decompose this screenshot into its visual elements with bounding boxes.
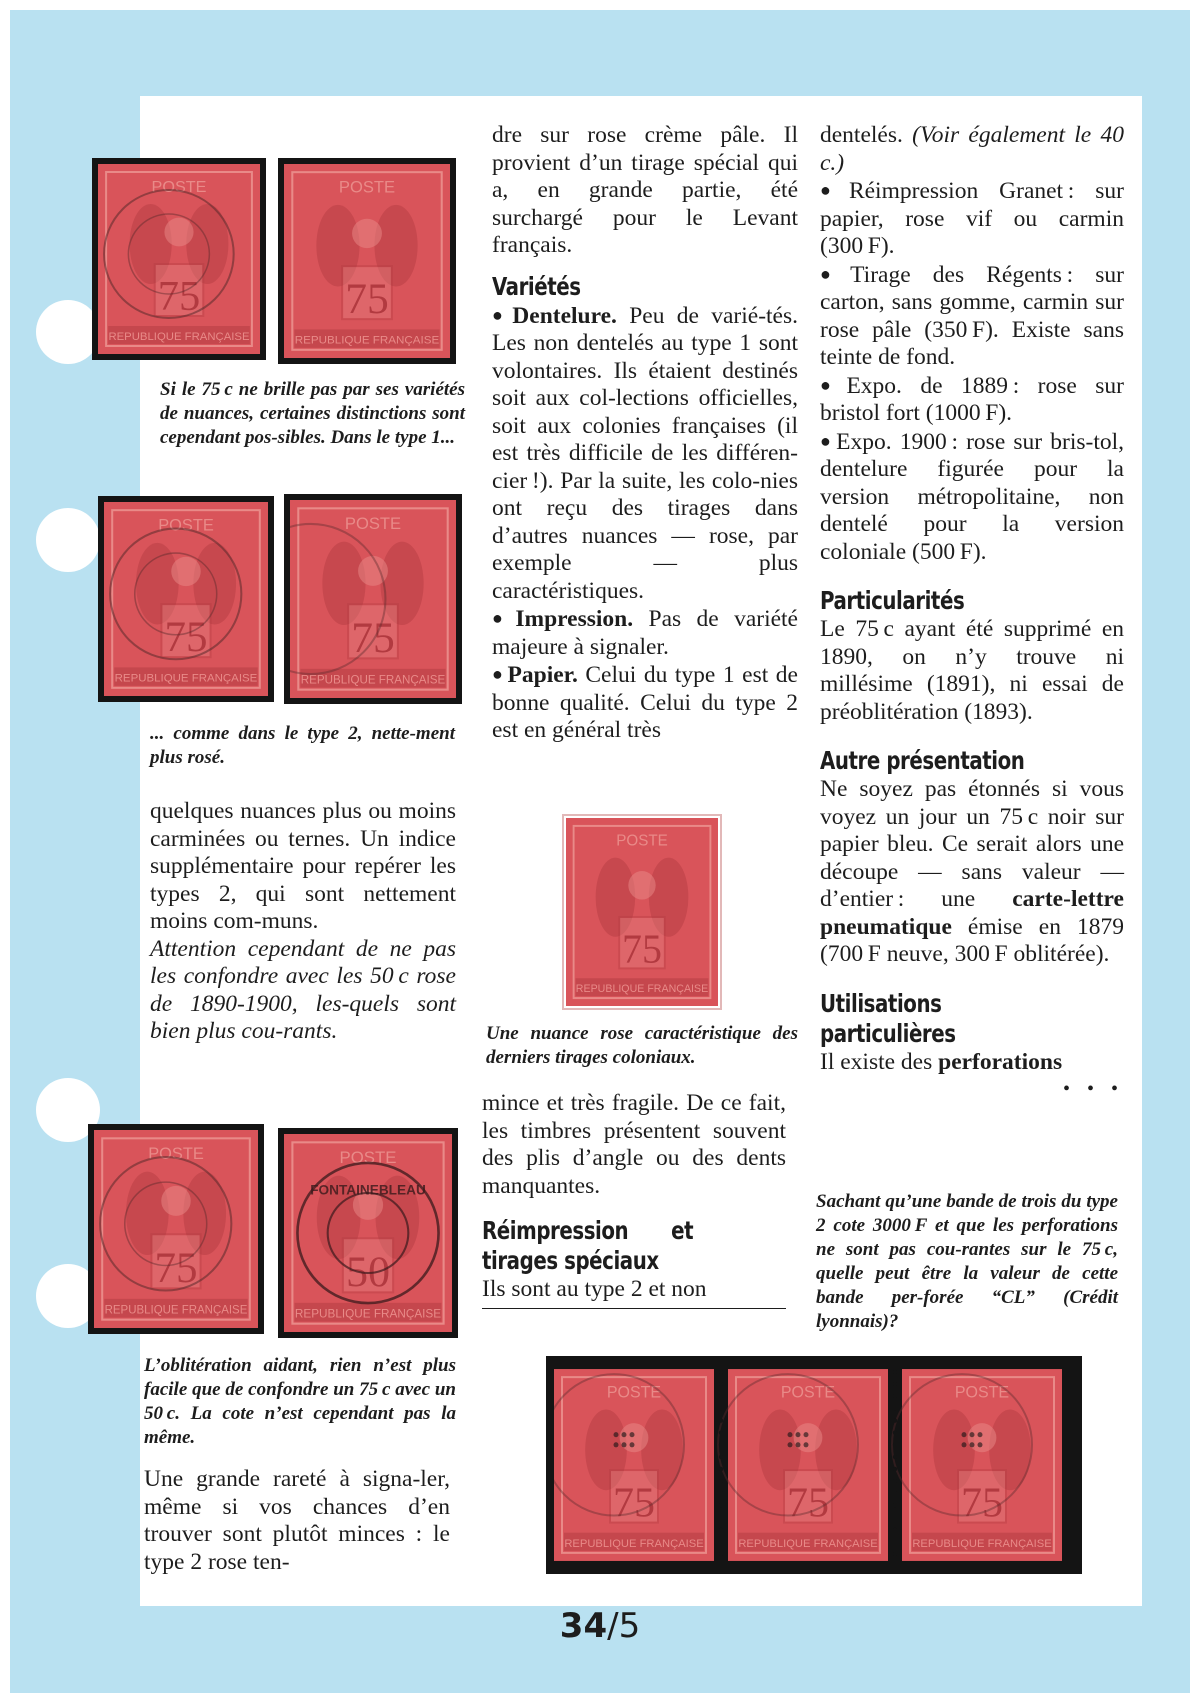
perforation-tooth: [719, 1527, 723, 1531]
stamp-75c-type1: [278, 158, 456, 364]
stamp-value: 75: [622, 925, 662, 972]
stamp-poste-label: POSTE: [158, 516, 214, 535]
paragraph: Une grande rareté à signa-ler, même si vos chances d’en trouver sont plutôt minces : le type 2 rose ten-: [144, 1466, 450, 1575]
stamp-value: 75: [961, 1479, 1003, 1527]
stamp-75c-type1-cancelled: [92, 158, 266, 360]
caption-text: Si le 75 c ne brille pas par ses variétés de nuances, certaines distinctions sont cependant pos-sibles. Dans le type 1...: [160, 379, 465, 448]
stamp-republique-label: REPUBLIQUE FRANÇAISE: [294, 334, 440, 347]
label: Papier.: [507, 662, 578, 688]
stamp-value: 75: [164, 614, 208, 662]
perforation-hole: [788, 1432, 793, 1437]
binder-hole: [36, 300, 100, 364]
perforation-hole: [962, 1432, 967, 1437]
perforation-tooth: [719, 1382, 723, 1386]
text: Expo. 1900 : rose sur bris-tol, dentelure figurée pour la version métropolitaine, non dentelé pour la version coloniale (500 F).: [820, 428, 1124, 565]
stamp-republique-label: REPUBLIQUE FRANÇAISE: [912, 1537, 1052, 1550]
text: Ne soyez pas étonnés si vous voyez un jour un 75 c noir sur papier bleu. Ce serait alors une découpe — sans valeur — d’entier : une: [820, 776, 1124, 912]
stamp-value: 75: [787, 1479, 829, 1527]
perforation-tooth: [893, 1394, 897, 1398]
perforation-tooth: [893, 1443, 897, 1447]
caption-question: [816, 1190, 1118, 1334]
perforation-tooth: [893, 1552, 897, 1556]
perforation-tooth: [893, 1455, 897, 1459]
stamp-poste-label: POSTE: [148, 1144, 204, 1164]
column-2-text: [492, 122, 798, 745]
strip-stamp: [728, 1369, 888, 1561]
heading-reimpression: Réimpression et tirages spéciaux: [482, 1216, 694, 1275]
perforation-tooth: [719, 1418, 723, 1422]
perforation-tooth: [893, 1467, 897, 1471]
stamp-republique-label: REPUBLIQUE FRANÇAISE: [108, 331, 250, 343]
column-1-text-bottom: [144, 1466, 450, 1576]
label: Dentelure.: [512, 302, 617, 329]
perforation-tooth: [719, 1503, 723, 1507]
paragraph: mince et très fragile. De ce fait, les timbres présentent souvent des plis d’angle ou des dents manquantes.: [482, 1090, 786, 1199]
stamp-value: 75: [157, 273, 201, 320]
paragraph-dentelure: [492, 302, 798, 606]
page-number-sub: /5: [607, 1606, 641, 1646]
text: Il existe des: [820, 1048, 939, 1075]
heading-autre-presentation: Autre présentation: [820, 746, 1025, 775]
stamp-value: 75: [613, 1479, 655, 1527]
list-item: [820, 177, 1124, 261]
perforation-hole: [804, 1442, 809, 1447]
perforation-tooth: [893, 1430, 897, 1434]
stamp-poste-label: POSTE: [344, 514, 402, 534]
perforation-tooth: [893, 1540, 897, 1544]
perforation-hole: [796, 1442, 801, 1447]
perforation-hole: [804, 1432, 809, 1437]
stamp-republique-label: REPUBLIQUE FRANÇAISE: [564, 1537, 704, 1550]
caption-text: ... comme dans le type 2, nette-ment plus rosé.: [150, 723, 455, 768]
perforation-tooth: [719, 1552, 723, 1556]
paragraph: [820, 1049, 1124, 1077]
stamp-75c-cancelled: [88, 1124, 264, 1334]
stamp-75c-imperforate: [562, 814, 722, 1010]
caption-type1: [160, 378, 465, 450]
perforation-tooth: [719, 1394, 723, 1398]
stamp-republique-label: REPUBLIQUE FRANÇAISE: [575, 982, 709, 996]
list-item: [820, 372, 1124, 428]
paragraph: Le 75 c ayant été supprimé en 1890, on n’y trouve ni millésime (1891), ni essai de préoblitération (1893).: [820, 616, 1124, 725]
heading-utilisations: Utilisations particulières: [820, 988, 956, 1048]
list-item: [820, 428, 1124, 567]
list-item: [820, 261, 1124, 372]
heading-particularites: Particularités: [820, 586, 965, 615]
perforation-tooth: [719, 1540, 723, 1544]
bullet-icon: ●: [492, 304, 510, 325]
perforation-hole: [978, 1432, 983, 1437]
paragraph-impression: [492, 605, 798, 661]
page-number: [0, 1606, 1200, 1646]
stamp-75c-type2-cancelled: [284, 494, 462, 704]
stamp-poste-label: POSTE: [616, 832, 668, 850]
perforation-tooth: [719, 1406, 723, 1410]
perforation-hole: [614, 1432, 619, 1437]
stamp-republique-label: REPUBLIQUE FRANÇAISE: [294, 1307, 442, 1321]
postmark-text: FONTAINEBLEAU: [310, 1182, 426, 1198]
column-2-text-bottom: [482, 1090, 786, 1309]
stamp-republique-label: REPUBLIQUE FRANÇAISE: [738, 1537, 878, 1550]
caption-type2: [150, 722, 455, 770]
caption-text: L’oblitération aidant, rien n’est plus facile que de confondre un 75 c avec un 50 c. La cote n’est cependant pas la même.: [144, 1355, 456, 1448]
perforation-hole: [630, 1442, 635, 1447]
stamp-value: 75: [345, 275, 389, 323]
stamp-poste-label: POSTE: [606, 1383, 662, 1402]
perforation-hole: [962, 1442, 967, 1447]
perforation-tooth: [719, 1479, 723, 1483]
column-3-text: [820, 122, 1124, 1104]
page-number-main: 34: [559, 1606, 608, 1646]
perforation-tooth: [893, 1491, 897, 1495]
perforation-tooth: [893, 1515, 897, 1519]
text-bold: perforations: [938, 1048, 1063, 1075]
caption-75c-vs-50c: [144, 1354, 456, 1450]
caption-imperforate: [486, 1022, 798, 1070]
stamp-value: 75: [154, 1243, 198, 1293]
paragraph: Ils sont au type 2 et non: [482, 1276, 786, 1309]
perforation-tooth: [719, 1467, 723, 1471]
bullet-icon: ●: [820, 180, 846, 200]
binder-hole: [36, 508, 100, 572]
text: Expo. de 1889 : rose sur bristol fort (1000 F).: [820, 372, 1124, 426]
paragraph: quelques nuances plus ou moins carminées ou ternes. Un indice supplémentaire pour repérer les types 2, qui sont nettement moins com-muns.: [150, 798, 456, 934]
caption-text: Une nuance rose caractéristique des derniers tirages coloniaux.: [486, 1023, 798, 1068]
stamp-poste-label: POSTE: [954, 1383, 1010, 1402]
perforation-tooth: [893, 1503, 897, 1507]
perforation-hole: [978, 1442, 983, 1447]
column-1-text: [150, 798, 456, 1046]
perforation-tooth: [893, 1418, 897, 1422]
text-italic: (Voir également le 40 c.): [820, 122, 1125, 176]
perforation-tooth: [719, 1443, 723, 1447]
paragraph-italic: Attention cependant de ne pas les confondre avec les 50 c rose de 1890-1900, les-quels sont bien plus cou-rants.: [150, 935, 456, 1044]
text: Tirage des Régents : sur carton, sans gomme, carmin sur rose pâle (350 F). Existe sans teinte de fond.: [820, 261, 1125, 370]
perforation-hole: [970, 1442, 975, 1447]
stamp-poste-label: POSTE: [780, 1383, 836, 1402]
stamp-republique-label: REPUBLIQUE FRANÇAISE: [300, 673, 446, 687]
stamp-75c-type2-cancelled: [98, 496, 274, 702]
stamp-poste-label: POSTE: [339, 1148, 397, 1168]
text: Peu de varié-tés. Les non dentelés au type 1 sont volontaires. Ils étaient destinés soit aux col-lections officielles, soit aux colonies françaises (il est très difficile de les différen-cier !). Par la suite, les colo-nies ont reçu des tirages dans d’autres nuances — rose, par exemple — plus caractéristiques.: [492, 302, 799, 604]
paragraph: [820, 776, 1124, 969]
caption-text: Sachant qu’une bande de trois du type 2 cote 3000 F et que les perforations ne sont pas cou-rantes sur le 75 c, quelle peut être la valeur de cette bande per-forée “CL” (Crédit lyonnais)?: [816, 1191, 1118, 1332]
stamp-50c-fontainebleau: [278, 1128, 458, 1338]
label: Impression.: [515, 606, 634, 632]
perforation-tooth: [719, 1515, 723, 1519]
bullet-icon: ●: [820, 374, 844, 395]
perforation-tooth: [719, 1430, 723, 1434]
stamp-republique-label: REPUBLIQUE FRANÇAISE: [114, 672, 258, 685]
perforation-tooth: [893, 1479, 897, 1483]
bullet-icon: ●: [820, 263, 848, 284]
stamp-value: 75: [351, 614, 395, 663]
stamp-strip-perforated-cl: [546, 1356, 1082, 1574]
paragraph-papier: [492, 661, 798, 745]
perforation-hole: [796, 1432, 801, 1437]
strip-stamp: [902, 1369, 1062, 1561]
perforation-tooth: [719, 1491, 723, 1495]
ellipsis-dots: • • •: [1062, 1078, 1124, 1100]
text-bold: carte-lettre pneumatique: [820, 886, 1124, 940]
perforation-tooth: [719, 1455, 723, 1459]
stamp-poste-label: POSTE: [338, 178, 396, 197]
perforation-hole: [622, 1442, 627, 1447]
text: Pas de variété majeure à signaler.: [492, 606, 798, 660]
stamp-value: 50: [345, 1247, 391, 1297]
perforation-tooth: [893, 1382, 897, 1386]
perforation-tooth: [893, 1527, 897, 1531]
text: dentelés.: [820, 122, 913, 148]
perforation-tooth: [893, 1406, 897, 1410]
bullet-icon: ●: [820, 430, 834, 451]
strip-stamp: [554, 1369, 714, 1561]
text: émise en 1879 (700 F neuve, 300 F oblitérée).: [820, 913, 1124, 967]
perforation-hole: [970, 1432, 975, 1437]
stamp-republique-label: REPUBLIQUE FRANÇAISE: [104, 1304, 248, 1317]
bullet-icon: ●: [492, 608, 513, 628]
perforation-tooth: [719, 1370, 723, 1374]
bullet-icon: ●: [492, 664, 505, 684]
paragraph: [820, 122, 1124, 177]
stamp-poste-label: POSTE: [151, 178, 207, 196]
perforation-hole: [630, 1432, 635, 1437]
heading-varietes: Variétés: [492, 271, 581, 301]
text: Celui du type 1 est de bonne qualité. Celui du type 2 est en général très: [492, 662, 798, 743]
perforation-hole: [788, 1442, 793, 1447]
perforation-tooth: [893, 1370, 897, 1374]
paragraph: dre sur rose crème pâle. Il provient d’un tirage spécial qui a, en grande partie, été surchargé pour le Levant français.: [492, 122, 798, 258]
text: Réimpression Granet : sur papier, rose vif ou carmin (300 F).: [820, 178, 1124, 259]
perforation-hole: [614, 1442, 619, 1447]
perforation-hole: [622, 1432, 627, 1437]
